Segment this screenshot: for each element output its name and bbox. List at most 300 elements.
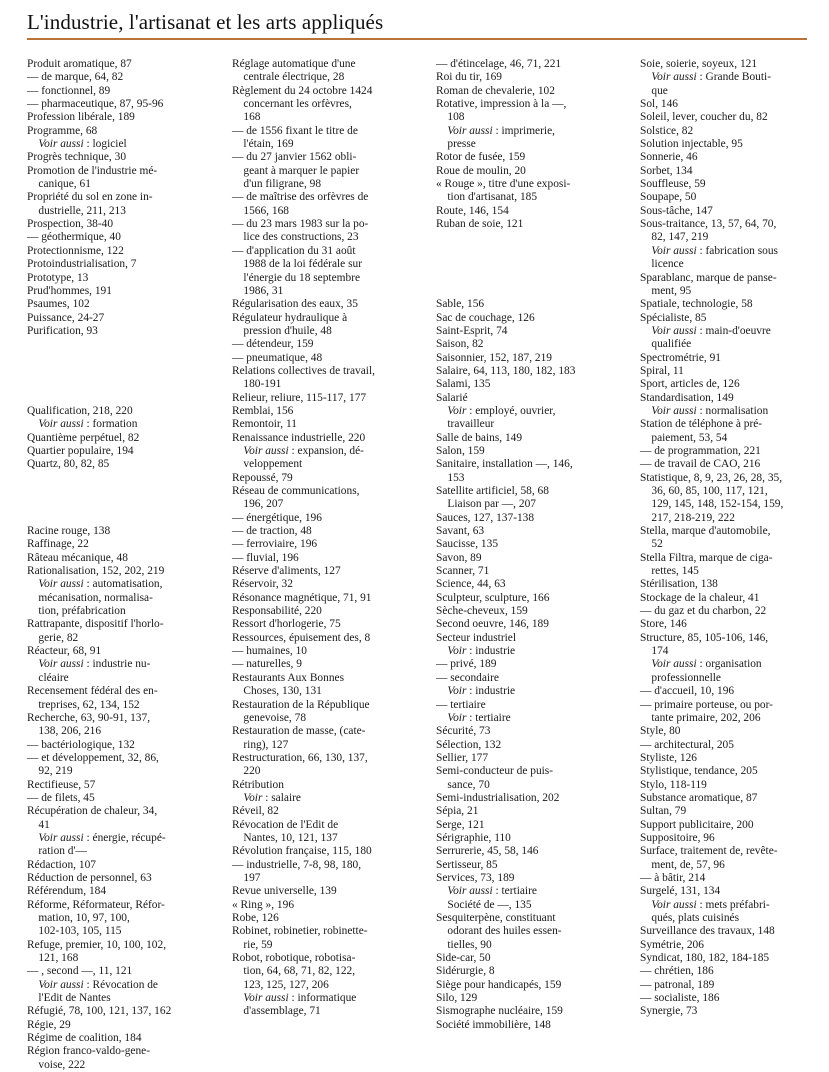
index-entry: Recensement fédéral des en-: [27, 685, 158, 698]
index-entry: 36, 60, 85, 100, 117, 121,: [640, 485, 768, 497]
index-entry: treprises, 62, 134, 152: [27, 698, 140, 711]
index-entry: — de marque, 64, 82: [27, 71, 124, 84]
index-entry: Ressort d'horlogerie, 75: [232, 618, 341, 631]
column-spacer: [27, 365, 232, 378]
page-header: [27, 8, 807, 36]
index-entry: Voir aussi : mets préfabri-: [651, 898, 770, 911]
index-entry: Voir aussi : Révocation de: [38, 978, 158, 991]
index-entry: Refuge, premier, 10, 100, 102,: [27, 938, 167, 951]
index-entry: Secteur industriel: [436, 631, 517, 644]
index-entry: que: [640, 84, 668, 97]
index-entry: Store, 146: [640, 618, 687, 631]
index-entry: Voir aussi : informatique: [243, 992, 357, 1005]
index-entry: Soie, soierie, soyeux, 121: [640, 58, 758, 70]
index-entry: Satellite artificiel, 58, 68: [436, 485, 549, 497]
index-entry: — bactériologique, 132: [27, 738, 135, 751]
index-entry: Surgelé, 131, 134: [640, 885, 721, 898]
index-entry: — géothermique, 40: [27, 231, 121, 244]
index-entry: Savant, 63: [436, 525, 485, 538]
index-entry: « Rouge », titre d'une exposi-: [436, 178, 571, 191]
index-entry: Réseau de communications,: [232, 485, 360, 497]
index-entry: — patronal, 189: [640, 978, 715, 991]
index-entry: Protoindustrialisation, 7: [27, 258, 137, 271]
index-entry: Psaumes, 102: [27, 298, 90, 311]
index-entry: ment, 95: [640, 284, 692, 297]
index-entry: Salon, 159: [436, 444, 485, 457]
index-entry: — énergétique, 196: [232, 511, 322, 524]
index-entry: Stella Filtra, marque de ciga-: [640, 551, 773, 564]
index-entry: mation, 10, 97, 100,: [27, 912, 130, 924]
index-entry: Surveillance des travaux, 148: [640, 925, 775, 938]
index-entry: Route, 146, 154: [436, 204, 509, 217]
index-entry: presse: [436, 138, 476, 151]
index-entry: — industrielle, 7-8, 98, 180,: [232, 858, 362, 871]
index-entry: — fonctionnel, 89: [27, 84, 111, 97]
index-entry: Voir aussi : logiciel: [38, 138, 127, 151]
index-entry: l'étain, 169: [232, 138, 294, 151]
index-entry: Suppositoire, 96: [640, 831, 715, 844]
column-spacer: [27, 352, 232, 365]
column-spacer: [436, 231, 641, 244]
index-entry: Sèche-cheveux, 159: [436, 605, 528, 618]
index-entry: Restructuration, 66, 130, 137,: [232, 751, 368, 764]
index-entry: Racine rouge, 138: [27, 525, 111, 538]
index-entry: — fluvial, 196: [232, 551, 299, 564]
index-entry: Savon, 89: [436, 551, 482, 564]
index-entry: licence: [640, 258, 684, 271]
index-entry: Réserve d'aliments, 127: [232, 565, 341, 578]
index-column-4: [640, 58, 829, 1019]
index-entry: Sparablanc, marque de panse-: [640, 271, 777, 284]
index-entry: Réglage automatique d'une: [232, 58, 356, 70]
index-entry: Réfugié, 78, 100, 121, 137, 162: [27, 1005, 172, 1018]
index-entry: Responsabilité, 220: [232, 605, 322, 618]
index-entry: 168: [232, 111, 261, 124]
index-entry: — de travail de CAO, 216: [640, 458, 761, 471]
index-entry: Relieur, reliure, 115-117, 177: [232, 391, 367, 404]
index-entry: Sépia, 21: [436, 805, 479, 818]
index-entry: Stockage de la chaleur, 41: [640, 591, 760, 604]
index-entry: 138, 206, 216: [27, 725, 102, 738]
index-entry: Saisonnier, 152, 187, 219: [436, 351, 552, 364]
index-entry: l'Edit de Nantes: [27, 992, 111, 1005]
index-entry: 180-191: [232, 378, 282, 391]
index-entry: 121, 168: [27, 952, 79, 965]
index-entry: Sertisseur, 85: [436, 858, 498, 871]
index-entry: Serge, 121: [436, 818, 485, 831]
index-entry: Sable, 156: [436, 298, 485, 311]
index-entry: Purification, 93: [27, 324, 98, 337]
index-entry: Liaison par —, 207: [436, 498, 536, 511]
column-spacer: [27, 378, 232, 391]
index-entry: 217, 218-219, 222: [640, 511, 735, 524]
index-entry: Voir : salaire: [243, 791, 301, 804]
index-entry: Quartz, 80, 82, 85: [27, 458, 110, 471]
index-entry: Voir aussi : fabrication sous: [651, 244, 778, 257]
index-entry: Voir aussi : tertiaire: [447, 885, 537, 898]
index-column-2: [232, 58, 437, 1019]
index-entry: Sport, articles de, 126: [640, 378, 740, 391]
index-entry: rettes, 145: [640, 565, 699, 578]
index-entry: Remblai, 156: [232, 404, 294, 417]
index-entry: Styliste, 126: [640, 751, 697, 764]
index-entry: — d'accueil, 10, 196: [640, 685, 735, 698]
index-entry: qualifiée: [640, 338, 692, 351]
index-entry: d'assemblage, 71: [232, 1005, 321, 1018]
index-entry: Rationalisation, 152, 202, 219: [27, 565, 165, 578]
index-entry: Sorbet, 134: [640, 164, 693, 177]
index-entry: Stérilisation, 138: [640, 578, 718, 591]
index-entry: Régime de coalition, 184: [27, 1032, 142, 1045]
index-entry: Side-car, 50: [436, 952, 491, 965]
index-entry: — socialiste, 186: [640, 992, 720, 1005]
index-entry: Rotor de fusée, 159: [436, 151, 526, 164]
index-entry: Rectifieuse, 57: [27, 778, 96, 791]
index-entry: Révocation de l'Edit de: [232, 818, 339, 831]
index-entry: — de maîtrise des orfèvres de: [232, 191, 369, 204]
column-spacer: [27, 498, 232, 511]
index-entry: 220: [232, 765, 261, 778]
index-entry: Science, 44, 63: [436, 578, 506, 591]
index-entry: 52: [640, 538, 663, 551]
index-entry: veloppement: [232, 458, 303, 471]
index-entry: — tertiaire: [436, 698, 486, 711]
index-entry: Support publicitaire, 200: [640, 818, 754, 831]
index-entry: 102-103, 105, 115: [27, 925, 122, 938]
index-entry: Sculpteur, sculpture, 166: [436, 591, 550, 604]
index-entry: Rotative, impression à la —,: [436, 98, 567, 111]
index-entry: Sanitaire, installation —, 146,: [436, 458, 573, 471]
index-entry: Remontoir, 11: [232, 418, 297, 431]
index-entry: Sismographe nucléaire, 159: [436, 1005, 563, 1018]
index-entry: voise, 222: [27, 1058, 86, 1071]
index-entry: Relations collectives de travail,: [232, 364, 375, 377]
index-entry: Salami, 135: [436, 378, 491, 391]
index-entry: Réduction de personnel, 63: [27, 871, 152, 884]
index-entry: Régie, 29: [27, 1018, 71, 1031]
index-entry: — du 23 mars 1983 sur la po-: [232, 218, 369, 231]
index-entry: 1988 de la loi fédérale sur: [232, 258, 362, 271]
index-entry: tion, préfabrication: [27, 605, 126, 618]
index-entry: Prospection, 38-40: [27, 218, 114, 231]
index-entry: 92, 219: [27, 765, 73, 778]
index-entry: Voir aussi : énergie, récupé-: [38, 831, 166, 844]
index-entry: Salarié: [436, 391, 468, 404]
index-entry: Ruban de soie, 121: [436, 218, 524, 231]
index-entry: — humaines, 10: [232, 645, 307, 658]
column-spacer: [27, 485, 232, 498]
index-entry: — du 27 janvier 1562 obli-: [232, 151, 357, 164]
column-spacer: [27, 472, 232, 485]
index-entry: canique, 61: [27, 178, 91, 191]
index-entry: odorant des huiles essen-: [436, 925, 562, 938]
index-entry: — de programmation, 221: [640, 444, 761, 457]
index-entry: mécanisation, normalisa-: [27, 591, 153, 604]
index-entry: paiement, 53, 54: [640, 431, 728, 444]
index-entry: Voir aussi : expansion, dé-: [243, 444, 364, 457]
index-entry: Règlement du 24 octobre 1424: [232, 84, 373, 97]
index-entry: Repoussé, 79: [232, 471, 293, 484]
index-entry: Spécialiste, 85: [640, 311, 707, 324]
index-entry: — privé, 189: [436, 658, 497, 671]
index-entry: Râteau mécanique, 48: [27, 551, 128, 564]
page-title: L'industrie, l'artisanat et les arts appliqués: [27, 10, 384, 34]
index-entry: Saison, 82: [436, 338, 484, 351]
column-spacer: [436, 272, 641, 285]
index-entry: Puissance, 24-27: [27, 311, 105, 324]
index-entry: Sol, 146: [640, 98, 678, 111]
index-entry: — chrétien, 186: [640, 965, 714, 978]
index-entry: Protectionnisme, 122: [27, 244, 124, 257]
index-entry: Sidérurgie, 8: [436, 965, 495, 978]
index-entry: Rétribution: [232, 778, 284, 791]
index-entry: — pharmaceutique, 87, 95-96: [27, 98, 164, 111]
index-entry: Solution injectable, 95: [640, 138, 743, 151]
index-entry: Stylo, 118-119: [640, 778, 707, 791]
index-entry: Voir aussi : main-d'oeuvre: [651, 324, 771, 337]
index-entry: Rattrapante, dispositif l'horlo-: [27, 618, 164, 631]
index-entry: Voir aussi : industrie nu-: [38, 658, 151, 671]
index-entry: Voir : employé, ouvrier,: [447, 404, 556, 417]
index-entry: Sac de couchage, 126: [436, 311, 535, 324]
column-spacer: [27, 338, 232, 351]
index-entry: Structure, 85, 105-106, 146,: [640, 631, 769, 644]
index-entry: Serrurerie, 45, 58, 146: [436, 845, 539, 858]
index-entry: Quantième perpétuel, 82: [27, 431, 140, 444]
index-entry: — primaire porteuse, ou por-: [640, 698, 773, 711]
index-entry: Raffinage, 22: [27, 538, 89, 551]
index-entry: Statistique, 8, 9, 23, 26, 28, 35,: [640, 471, 783, 484]
column-spacer: [436, 258, 641, 271]
index-entry: — de 1556 fixant le titre de: [232, 124, 358, 137]
index-entry: Régularisation des eaux, 35: [232, 298, 358, 311]
index-entry: Robinet, robinetier, robinette-: [232, 925, 368, 938]
index-entry: Voir aussi : formation: [38, 418, 138, 431]
index-entry: Voir : tertiaire: [447, 711, 511, 724]
index-entry: Synergie, 73: [640, 1005, 698, 1018]
index-column-3: [436, 58, 641, 1032]
index-entry: Réveil, 82: [232, 805, 279, 818]
index-entry: Scanner, 71: [436, 565, 490, 578]
index-entry: — ferroviaire, 196: [232, 538, 318, 551]
index-entry: d'un filigrane, 98: [232, 178, 322, 191]
index-entry: gerie, 82: [27, 631, 79, 644]
index-entry: Sous-tâche, 147: [640, 204, 713, 217]
index-entry: Sellier, 177: [436, 751, 489, 764]
index-entry: Promotion de l'industrie mé-: [27, 164, 158, 177]
index-entry: qués, plats cuisinés: [640, 912, 740, 924]
index-entry: — architectural, 205: [640, 738, 734, 751]
index-entry: Réacteur, 68, 91: [27, 645, 102, 658]
index-entry: Stylistique, tendance, 205: [640, 765, 758, 778]
index-entry: Voir aussi : organisation: [651, 658, 762, 671]
index-entry: Saint-Esprit, 74: [436, 324, 508, 337]
index-entry: pression d'huile, 48: [232, 324, 332, 337]
index-entry: Voir aussi : automatisation,: [38, 578, 163, 591]
index-entry: Solstice, 82: [640, 124, 694, 137]
column-spacer: [436, 285, 641, 298]
index-entry: Propriété du sol en zone in-: [27, 191, 153, 204]
index-entry: Services, 73, 189: [436, 871, 515, 884]
index-entry: Sous-traitance, 13, 57, 64, 70,: [640, 218, 777, 231]
index-entry: Syndicat, 180, 182, 184-185: [640, 952, 770, 965]
index-entry: 153: [436, 471, 465, 484]
index-entry: sance, 70: [436, 778, 490, 791]
index-entry: « Ring », 196: [232, 898, 295, 911]
index-entry: Spectrométrie, 91: [640, 351, 721, 364]
index-entry: — pneumatique, 48: [232, 351, 323, 364]
index-entry: lice des constructions, 23: [232, 231, 359, 244]
index-entry: tante primaire, 202, 206: [640, 711, 761, 724]
index-entry: Choses, 130, 131: [232, 685, 322, 698]
index-column-1: [27, 58, 232, 1072]
index-entry: Style, 80: [640, 725, 681, 738]
index-entry: Roi du tir, 169: [436, 71, 502, 84]
index-entry: Standardisation, 149: [640, 391, 734, 404]
index-entry: Station de téléphone à pré-: [640, 418, 763, 431]
index-entry: Rédaction, 107: [27, 858, 96, 871]
index-entry: Robot, robotique, robotisa-: [232, 952, 356, 965]
index-entry: — d'application du 31 août: [232, 244, 356, 257]
index-entry: Ressources, épuisement des, 8: [232, 631, 371, 644]
index-entry: 82, 147, 219: [640, 231, 709, 244]
index-entry: Sérigraphie, 110: [436, 831, 511, 844]
index-entry: Spiral, 11: [640, 364, 684, 377]
index-entry: Nantes, 10, 121, 137: [232, 831, 338, 844]
index-entry: Surface, traitement de, revête-: [640, 845, 778, 858]
index-entry: Voir aussi : Grande Bouti-: [651, 71, 771, 84]
index-entry: Qualification, 218, 220: [27, 404, 133, 417]
index-entry: Résonance magnétique, 71, 91: [232, 591, 372, 604]
index-entry: Voir : industrie: [447, 645, 516, 658]
index-entry: cléaire: [27, 671, 69, 684]
index-entry: Renaissance industrielle, 220: [232, 431, 366, 444]
index-entry: Révolution française, 115, 180: [232, 845, 372, 858]
index-entry: Restaurants Aux Bonnes: [232, 671, 344, 684]
index-entry: tion d'artisanat, 185: [436, 191, 538, 204]
index-entry: — et développement, 32, 86,: [27, 751, 159, 764]
index-entry: concernant les orfèvres,: [232, 98, 352, 111]
index-entry: Saucisse, 135: [436, 538, 499, 551]
index-entry: Revue universelle, 139: [232, 885, 337, 898]
index-entry: tielles, 90: [436, 938, 492, 951]
index-entry: Roman de chevalerie, 102: [436, 84, 555, 97]
index-entry: Voir : industrie: [447, 685, 516, 698]
index-entry: l'énergie du 18 septembre: [232, 271, 361, 284]
index-entry: — naturelles, 9: [232, 658, 302, 671]
index-entry: travailleur: [436, 418, 495, 431]
index-entry: Réservoir, 32: [232, 578, 293, 591]
index-entry: — du gaz et du charbon, 22: [640, 605, 767, 618]
index-entry: Semi-industrialisation, 202: [436, 791, 560, 804]
index-entry: dustrielle, 211, 213: [27, 204, 126, 217]
index-entry: Soupape, 50: [640, 191, 697, 204]
index-entry: 174: [640, 645, 669, 658]
index-entry: Spatiale, technologie, 58: [640, 298, 753, 311]
index-entry: genevoise, 78: [232, 711, 307, 724]
header-rule: [27, 38, 807, 40]
index-entry: 1986, 31: [232, 284, 284, 297]
index-entry: Récupération de chaleur, 34,: [27, 805, 158, 818]
column-spacer: [27, 392, 232, 405]
index-entry: tion, 64, 68, 71, 82, 122,: [232, 965, 356, 978]
index-entry: Quartier populaire, 194: [27, 444, 134, 457]
index-entry: ment, de, 57, 96: [640, 858, 725, 871]
index-entry: Silo, 129: [436, 992, 478, 1005]
index-entry: Symétrie, 206: [640, 938, 704, 951]
index-entry: — à bâtir, 214: [640, 871, 706, 884]
index-entry: Siège pour handicapés, 159: [436, 978, 562, 991]
index-entry: — d'étincelage, 46, 71, 221: [436, 58, 562, 70]
index-entry: Second oeuvre, 146, 189: [436, 618, 549, 631]
index-entry: 41: [27, 818, 50, 831]
index-entry: Société immobilière, 148: [436, 1018, 551, 1031]
index-entry: Sonnerie, 46: [640, 151, 698, 164]
index-entry: Stella, marque d'automobile,: [640, 525, 771, 538]
index-entry: Salle de bains, 149: [436, 431, 523, 444]
index-entry: Programme, 68: [27, 124, 98, 137]
index-entry: Salaire, 64, 113, 180, 182, 183: [436, 364, 576, 377]
index-entry: — détendeur, 159: [232, 338, 314, 351]
index-entry: 1566, 168: [232, 204, 289, 217]
index-entry: — secondaire: [436, 671, 499, 684]
index-entry: Région franco-valdo-gene-: [27, 1045, 151, 1058]
index-entry: Régulateur hydraulique à: [232, 311, 348, 324]
index-entry: professionnelle: [640, 671, 721, 684]
index-entry: Prud'hommes, 191: [27, 284, 112, 297]
index-entry: Réforme, Réformateur, Réfor-: [27, 898, 165, 911]
index-entry: Semi-conducteur de puis-: [436, 765, 554, 778]
index-entry: Voir aussi : imprimerie,: [447, 124, 555, 137]
index-entry: Sultan, 79: [640, 805, 687, 818]
index-entry: Recherche, 63, 90-91, 137,: [27, 711, 151, 724]
index-entry: 108: [436, 111, 465, 124]
index-entry: Profession libérale, 189: [27, 111, 135, 124]
index-entry: Restauration de masse, (cate-: [232, 725, 366, 738]
index-entry: Restauration de la République: [232, 698, 370, 711]
index-entry: Voir aussi : normalisation: [651, 404, 769, 417]
index-entry: geant à marquer le papier: [232, 164, 360, 177]
index-entry: Sauces, 127, 137-138: [436, 511, 535, 524]
index-entry: Progrès technique, 30: [27, 151, 127, 164]
index-entry: Produit aromatique, 87: [27, 58, 132, 70]
index-entry: Référendum, 184: [27, 885, 107, 898]
index-entry: Prototype, 13: [27, 271, 89, 284]
index-entry: Sélection, 132: [436, 738, 502, 751]
index-entry: Roue de moulin, 20: [436, 164, 526, 177]
column-spacer: [436, 245, 641, 258]
index-entry: rie, 59: [232, 938, 273, 951]
index-entry: centrale électrique, 28: [232, 71, 345, 84]
index-entry: Sesquiterpène, constituant: [436, 912, 556, 924]
index-entry: — de filets, 45: [27, 791, 95, 804]
index-entry: Substance aromatique, 87: [640, 791, 758, 804]
index-entry: 129, 145, 148, 152-154, 159,: [640, 498, 784, 511]
index-entry: 196, 207: [232, 498, 284, 511]
index-entry: ring), 127: [232, 738, 289, 751]
index-entry: Robe, 126: [232, 912, 279, 924]
index-entry: Soleil, lever, coucher du, 82: [640, 111, 768, 124]
index-entry: — de traction, 48: [232, 525, 312, 538]
index-entry: Sécurité, 73: [436, 725, 491, 738]
index-entry: ration d'—: [27, 845, 87, 858]
index-entry: Souffleuse, 59: [640, 178, 706, 191]
index-entry: 197: [232, 871, 261, 884]
index-entry: 123, 125, 127, 206: [232, 978, 329, 991]
column-spacer: [27, 512, 232, 525]
index-entry: — , second —, 11, 121: [27, 965, 133, 978]
index-entry: Société de —, 135: [436, 898, 532, 911]
